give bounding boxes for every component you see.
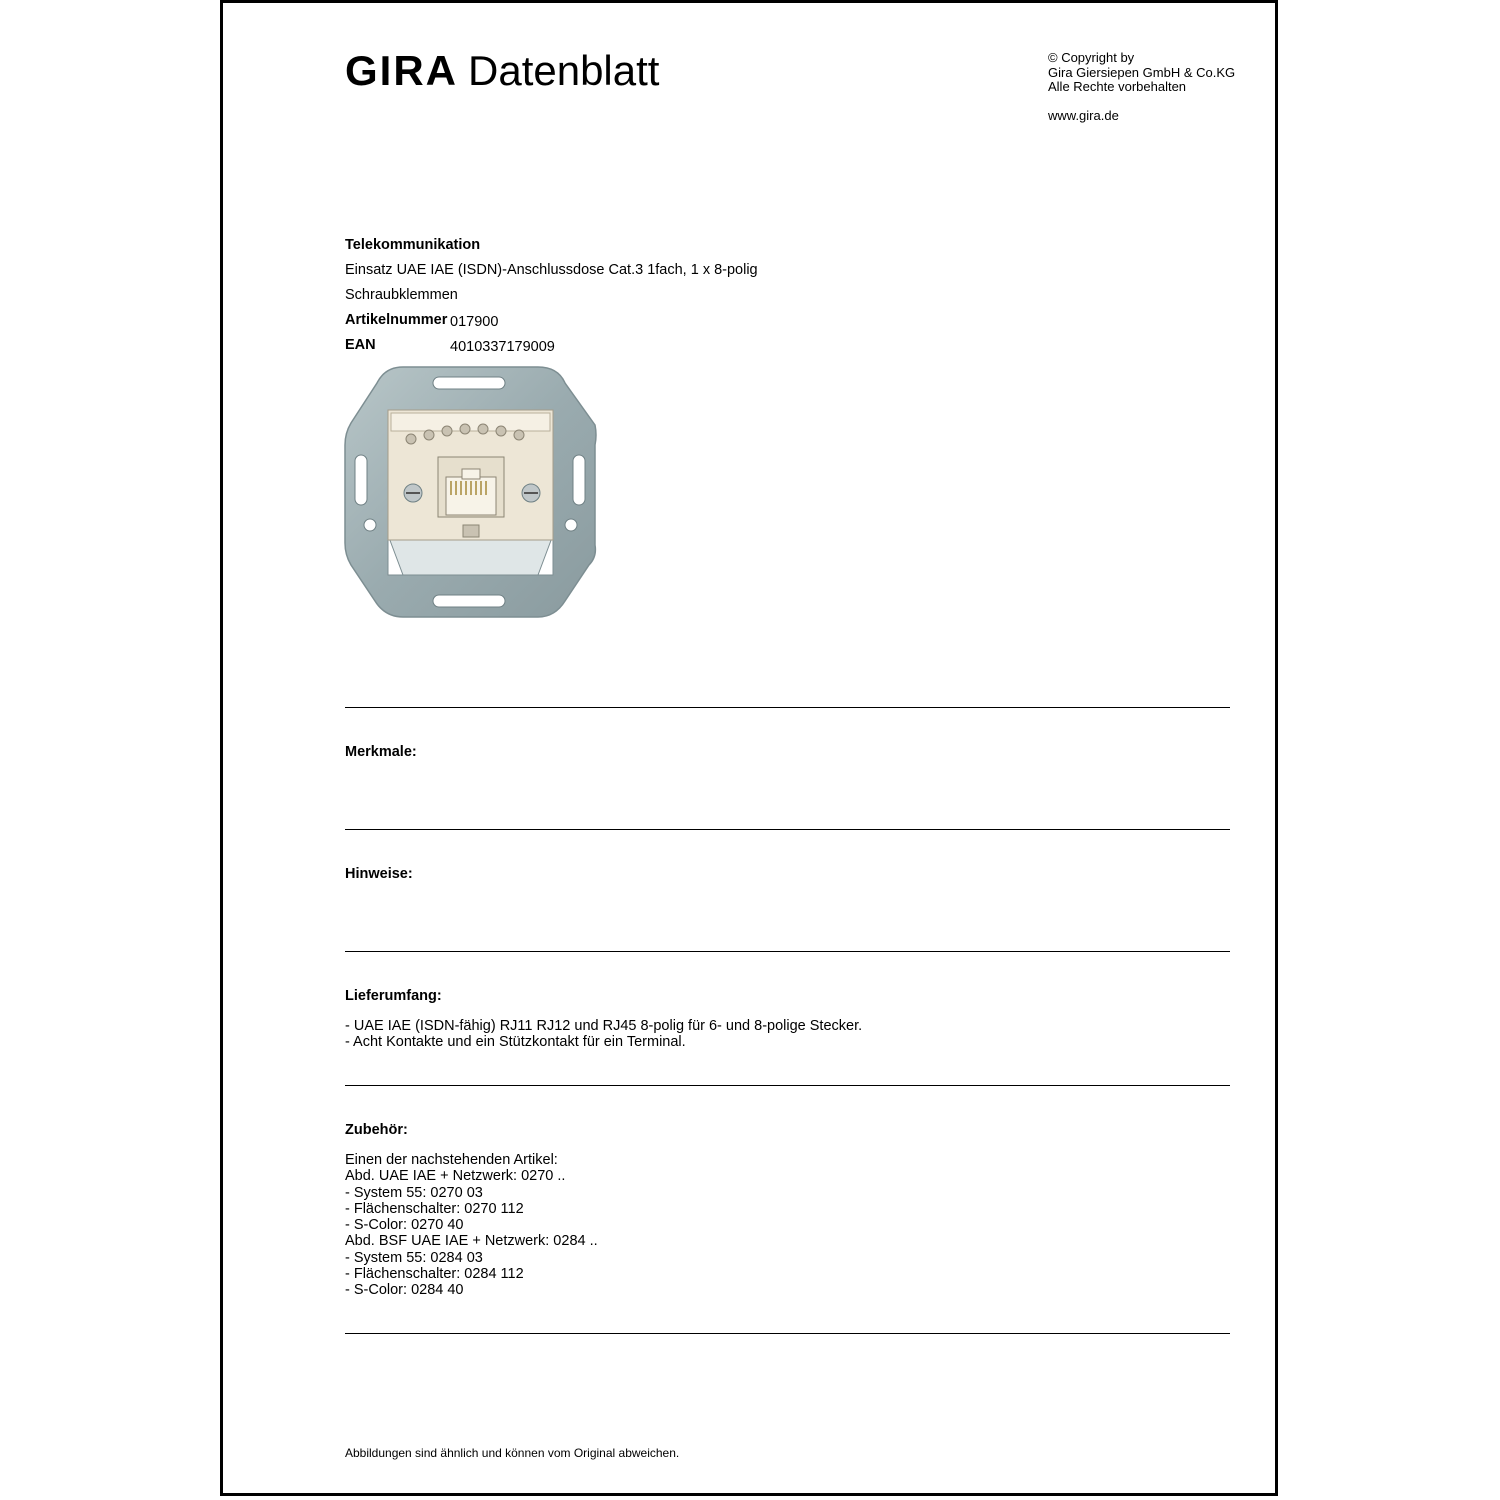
ean-label: EAN [345,337,376,353]
footer-disclaimer: Abbildungen sind ähnlich und können vom Original abweichen. [345,1446,680,1460]
list-item: Einen der nachstehenden Artikel: [345,1152,558,1168]
website-link[interactable]: www.gira.de [1048,108,1119,123]
list-item: - UAE IAE (ISDN-fähig) RJ11 RJ12 und RJ45 8-polig für 6- und 8-polige Stecker. [345,1018,863,1034]
divider [345,1333,1230,1334]
list-item: - System 55: 0284 03 [345,1249,483,1266]
list-item: - S-Color: 0284 40 [345,1282,464,1299]
copyright-line: Gira Giersiepen GmbH & Co.KG [1048,64,1236,80]
list-item: - Flächenschalter: 0270 112 [345,1200,524,1217]
product-description-2: Schraubklemmen [345,287,458,303]
hinweise-heading: Hinweise: [345,866,413,882]
page-title [345,47,659,95]
copyright-block [1048,51,1235,95]
divider [345,1085,1230,1086]
copyright-line: © Copyright by [1048,50,1135,65]
lieferumfang-heading: Lieferumfang: [345,988,442,1004]
gira-logo: GIRA [345,47,458,94]
list-item: - Flächenschalter: 0284 112 [345,1266,524,1283]
lieferumfang-list [345,1018,862,1051]
product-description: Einsatz UAE IAE (ISDN)-Anschlussdose Cat.3 1fach, 1 x 8-polig [345,262,758,278]
divider [345,951,1230,952]
product-category: Telekommunikation [345,237,481,253]
list-item: - S-Color: 0270 40 [345,1217,464,1234]
divider [345,829,1230,830]
list-item: Abd. BSF UAE IAE + Netzwerk: 0284 .. [345,1233,598,1250]
product-image [343,365,598,620]
datasheet-page [220,0,1278,1496]
list-item: - System 55: 0270 03 [345,1184,483,1201]
list-item: Abd. UAE IAE + Netzwerk: 0270 .. [345,1168,566,1185]
ean-value: 4010337179009 [450,339,555,355]
datasheet-title: Datenblatt [468,47,660,94]
divider [345,707,1230,708]
article-number-value: 017900 [450,314,499,330]
article-number-label: Artikelnummer [345,312,448,328]
list-item: - Acht Kontakte und ein Stützkontakt für ein Terminal. [345,1034,686,1051]
merkmale-heading: Merkmale: [345,744,417,760]
zubehoer-heading: Zubehör: [345,1122,408,1138]
copyright-line: Alle Rechte vorbehalten [1048,79,1187,94]
zubehoer-list [345,1152,598,1299]
